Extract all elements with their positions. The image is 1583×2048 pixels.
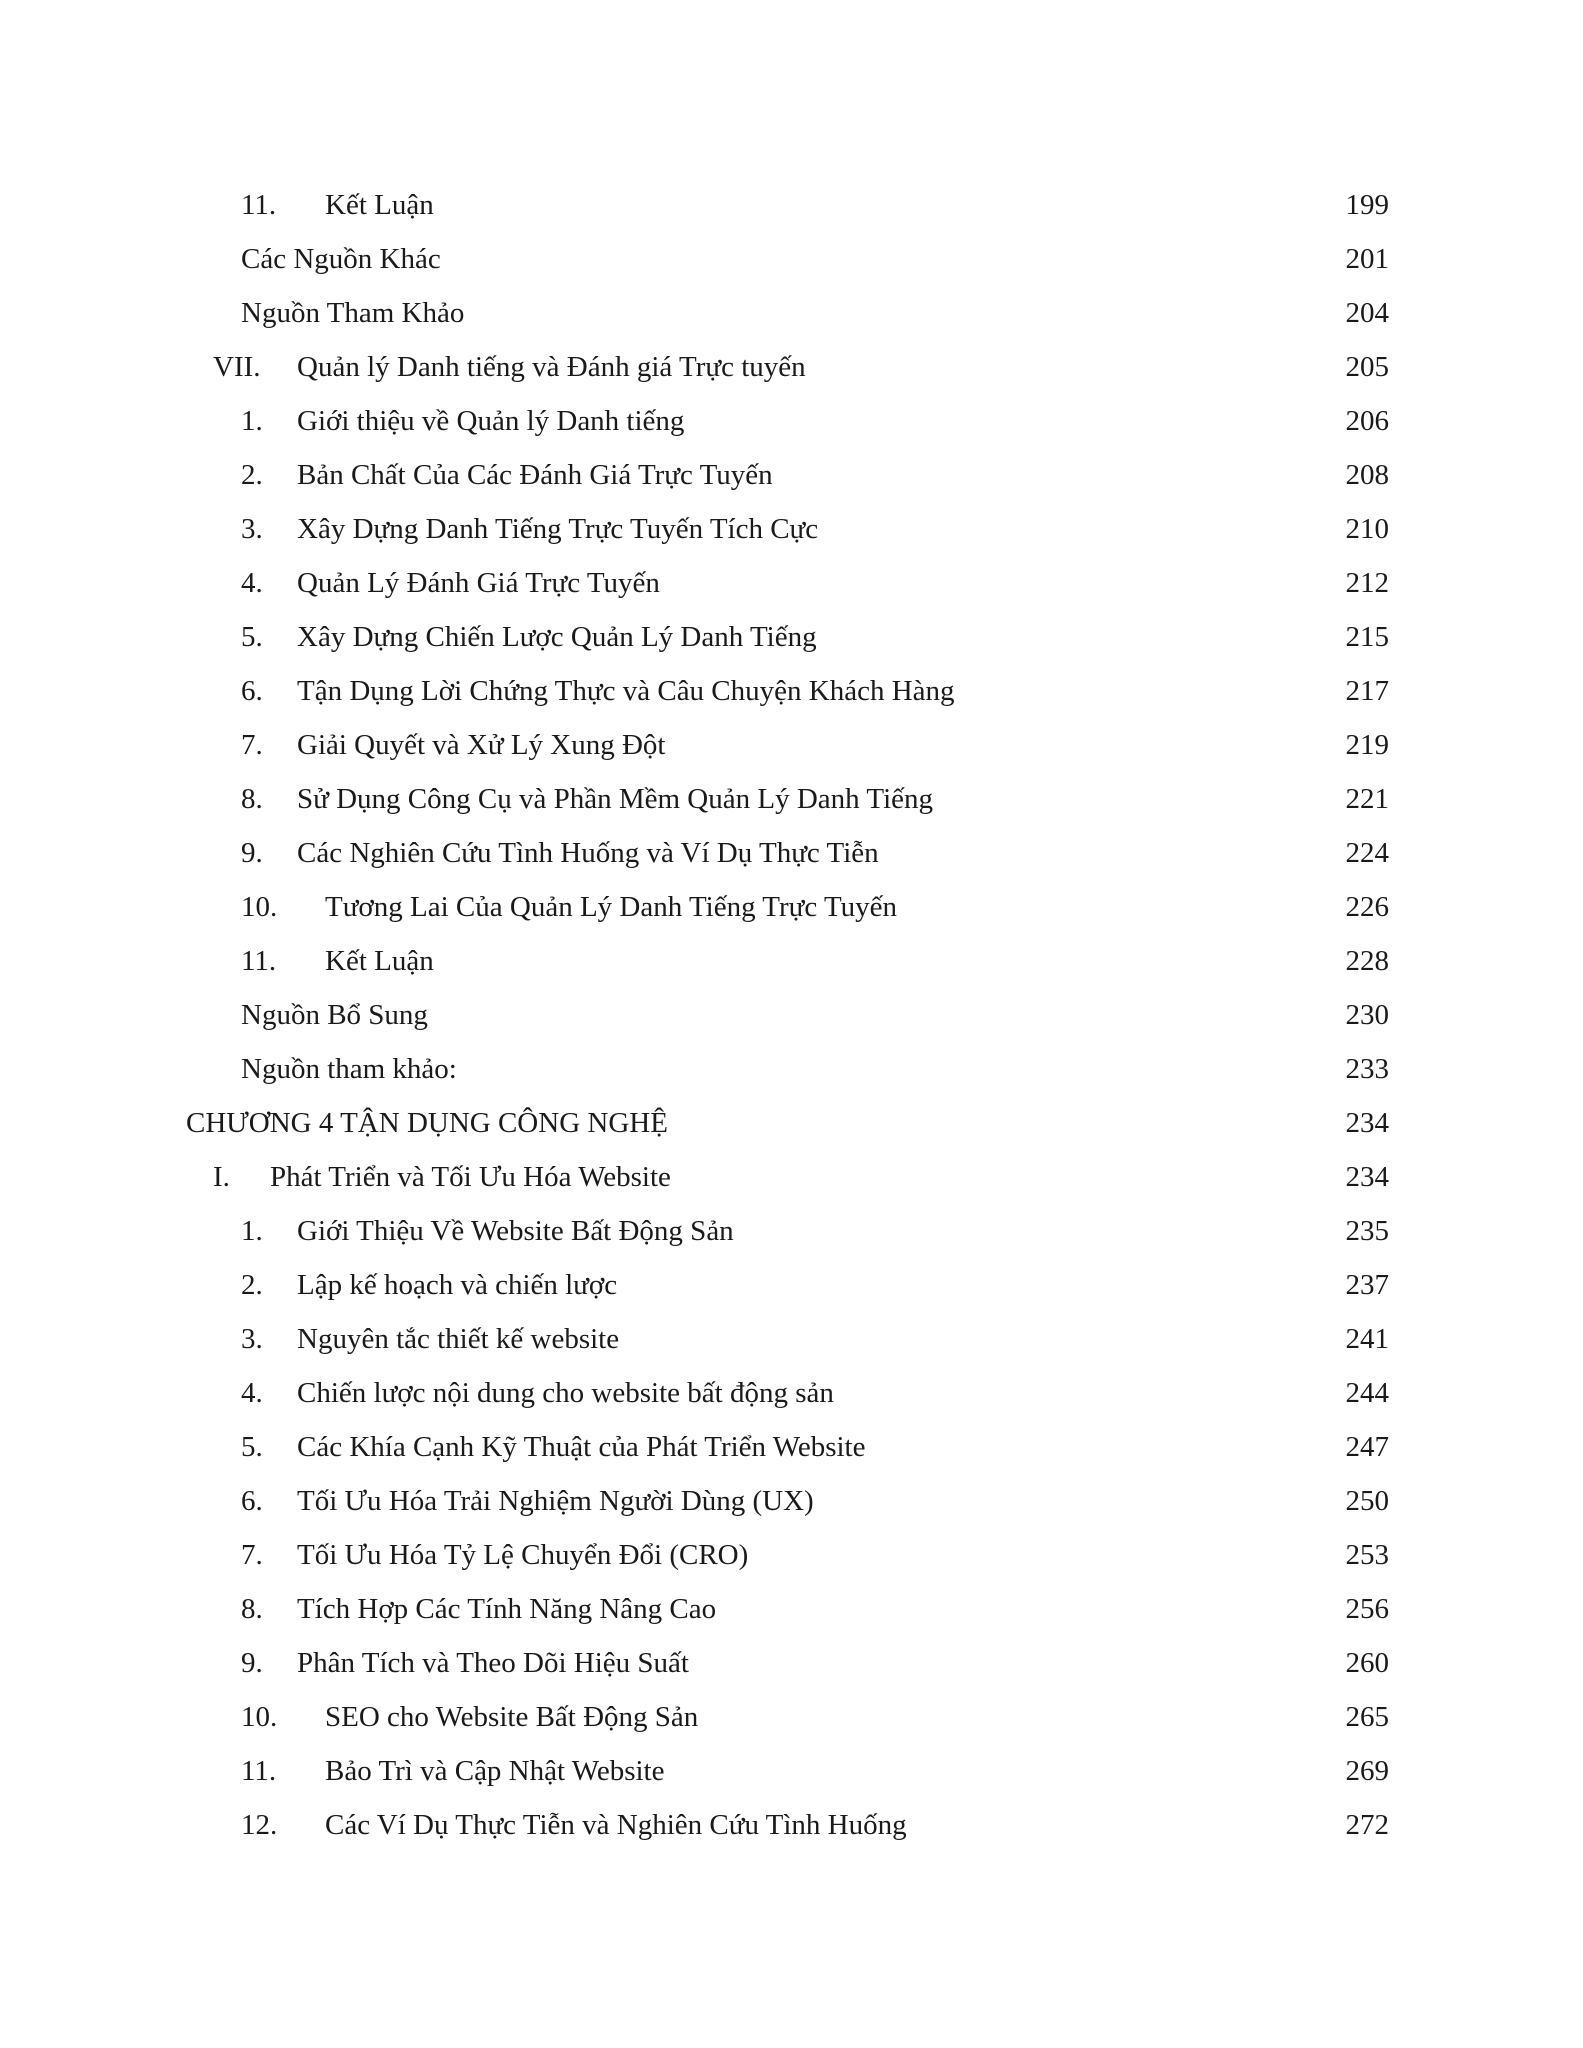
toc-entry-page: 233 (1345, 1053, 1389, 1085)
toc-entry-title: Chiến lược nội dung cho website bất động sản (297, 1377, 834, 1409)
toc-entry-number: 3. (241, 513, 263, 545)
toc-entry-page: 221 (1345, 783, 1389, 815)
toc-entry-page: 265 (1345, 1701, 1389, 1733)
toc-entry[interactable] (0, 286, 1583, 340)
toc-entry-page: 237 (1345, 1269, 1389, 1301)
toc-entry[interactable] (0, 880, 1583, 934)
toc-entry-number: 9. (241, 1647, 263, 1679)
toc-entry[interactable] (0, 1312, 1583, 1366)
toc-entry-title: Giới Thiệu Về Website Bất Động Sản (297, 1215, 734, 1247)
toc-entry-number: 12. (241, 1809, 278, 1841)
toc-entry[interactable] (0, 1528, 1583, 1582)
toc-entry-page: 205 (1345, 351, 1389, 383)
toc-entry-page: 206 (1345, 405, 1389, 437)
toc-entry-page: 272 (1345, 1809, 1389, 1841)
toc-entry[interactable] (0, 664, 1583, 718)
toc-entry-number: 8. (241, 1593, 263, 1625)
toc-entry-page: 201 (1345, 243, 1389, 275)
toc-entry-title: Quản lý Danh tiếng và Đánh giá Trực tuyến (297, 351, 806, 383)
toc-entry-page: 250 (1345, 1485, 1389, 1517)
toc-entry-title: Xây Dựng Danh Tiếng Trực Tuyến Tích Cực (297, 513, 819, 545)
toc-entry-page: 210 (1345, 513, 1389, 545)
toc-entry-page: 235 (1345, 1215, 1389, 1247)
toc-entry[interactable] (0, 1258, 1583, 1312)
toc-entry-number: 3. (241, 1323, 263, 1355)
toc-entry-page: 212 (1345, 567, 1389, 599)
toc-entry[interactable] (0, 1420, 1583, 1474)
toc-entry-page: 244 (1345, 1377, 1389, 1409)
toc-entry-page: 269 (1345, 1755, 1389, 1787)
toc-entry-page: 228 (1345, 945, 1389, 977)
toc-entry-page: 226 (1345, 891, 1389, 923)
toc-entry-title: Bảo Trì và Cập Nhật Website (325, 1755, 665, 1787)
toc-entry[interactable] (0, 448, 1583, 502)
toc-entry[interactable] (0, 826, 1583, 880)
toc-entry[interactable] (0, 340, 1583, 394)
toc-entry-title: Phát Triển và Tối Ưu Hóa Website (270, 1161, 671, 1193)
toc-entry[interactable] (0, 1366, 1583, 1420)
toc-entry[interactable] (0, 1636, 1583, 1690)
toc-entry[interactable] (0, 178, 1583, 232)
toc-entry-page: 219 (1345, 729, 1389, 761)
toc-entry-title: Giới thiệu về Quản lý Danh tiếng (297, 405, 685, 437)
toc-entry-page: 253 (1345, 1539, 1389, 1571)
toc-entry-page: 256 (1345, 1593, 1389, 1625)
toc-entry[interactable] (0, 1150, 1583, 1204)
toc-entry-number: VII. (213, 351, 261, 383)
toc-entry[interactable] (0, 1798, 1583, 1852)
toc-entry-title: Phân Tích và Theo Dõi Hiệu Suất (297, 1647, 689, 1679)
toc-entry-page: 260 (1345, 1647, 1389, 1679)
toc-entry-number: 11. (241, 189, 277, 221)
toc-entry-page: 234 (1345, 1161, 1389, 1193)
toc-entry-title: Giải Quyết và Xử Lý Xung Đột (297, 729, 666, 761)
toc-entry-number: 6. (241, 675, 263, 707)
toc-entry-title: Các Nguồn Khác (241, 243, 441, 275)
toc-entry-title: Nguyên tắc thiết kế website (297, 1323, 620, 1355)
toc-entry[interactable] (0, 1582, 1583, 1636)
toc-entry-title: Nguồn tham khảo: (241, 1053, 457, 1085)
toc-entry[interactable] (0, 394, 1583, 448)
toc-entry-title: Các Khía Cạnh Kỹ Thuật của Phát Triển Website (297, 1431, 866, 1463)
toc-entry-number: 6. (241, 1485, 263, 1517)
toc-entry[interactable] (0, 772, 1583, 826)
toc-entry-page: 215 (1345, 621, 1389, 653)
toc-entry-title: Lập kế hoạch và chiến lược (297, 1269, 618, 1301)
toc-entry-title: Nguồn Tham Khảo (241, 297, 465, 329)
toc-entry-number: 9. (241, 837, 263, 869)
toc-entry-title: Quản Lý Đánh Giá Trực Tuyến (297, 567, 660, 599)
toc-entry-title: Tận Dụng Lời Chứng Thực và Câu Chuyện Khách Hàng (297, 675, 955, 707)
toc-entry-title: Tích Hợp Các Tính Năng Nâng Cao (297, 1593, 717, 1625)
toc-entry-number: 1. (241, 405, 263, 437)
toc-entry-number: 11. (241, 945, 277, 977)
toc-entry[interactable] (0, 1042, 1583, 1096)
toc-entry-page: 217 (1345, 675, 1389, 707)
toc-entry[interactable] (0, 1204, 1583, 1258)
toc-entry[interactable] (0, 502, 1583, 556)
toc-entry-number: 10. (241, 1701, 278, 1733)
toc-entry-number: 5. (241, 621, 263, 653)
toc-entry-title: Xây Dựng Chiến Lược Quản Lý Danh Tiếng (297, 621, 817, 653)
toc-entry-page: 241 (1345, 1323, 1389, 1355)
toc-entry-number: 11. (241, 1755, 277, 1787)
toc-entry[interactable] (0, 1690, 1583, 1744)
toc-entry-number: 10. (241, 891, 278, 923)
table-of-contents (0, 178, 1583, 1852)
toc-entry-number: 8. (241, 783, 263, 815)
toc-entry-page: 224 (1345, 837, 1389, 869)
toc-entry-title: Tối Ưu Hóa Trải Nghiệm Người Dùng (UX) (297, 1485, 814, 1517)
toc-entry-number: 2. (241, 459, 263, 491)
toc-entry-title: Tương Lai Của Quản Lý Danh Tiếng Trực Tuyến (325, 891, 898, 923)
toc-entry-title: Bản Chất Của Các Đánh Giá Trực Tuyến (297, 459, 773, 491)
toc-entry[interactable] (0, 1474, 1583, 1528)
toc-entry-title: Sử Dụng Công Cụ và Phần Mềm Quản Lý Danh Tiếng (297, 783, 934, 815)
toc-entry-page: 234 (1345, 1107, 1389, 1139)
toc-entry-title: Các Nghiên Cứu Tình Huống và Ví Dụ Thực Tiễn (297, 837, 879, 869)
toc-entry[interactable] (0, 934, 1583, 988)
toc-entry-page: 208 (1345, 459, 1389, 491)
toc-entry-page: 199 (1345, 189, 1389, 221)
toc-entry-title: SEO cho Website Bất Động Sản (325, 1701, 699, 1733)
toc-entry-title: Kết Luận (325, 189, 434, 221)
toc-entry[interactable] (0, 718, 1583, 772)
toc-entry[interactable] (0, 1096, 1583, 1150)
toc-entry-number: I. (213, 1161, 230, 1193)
toc-entry-page: 230 (1345, 999, 1389, 1031)
toc-entry-number: 1. (241, 1215, 263, 1247)
toc-entry-title: Các Ví Dụ Thực Tiễn và Nghiên Cứu Tình Huống (325, 1809, 907, 1841)
toc-entry[interactable] (0, 556, 1583, 610)
toc-entry-number: 4. (241, 1377, 263, 1409)
toc-entry-number: 7. (241, 1539, 263, 1571)
toc-entry-title: Nguồn Bổ Sung (241, 999, 428, 1031)
toc-entry[interactable] (0, 1744, 1583, 1798)
toc-entry-number: 7. (241, 729, 263, 761)
toc-entry[interactable] (0, 610, 1583, 664)
toc-entry[interactable] (0, 232, 1583, 286)
toc-entry-number: 5. (241, 1431, 263, 1463)
toc-entry-title: Kết Luận (325, 945, 434, 977)
toc-entry-title: Tối Ưu Hóa Tỷ Lệ Chuyển Đổi (CRO) (297, 1539, 749, 1571)
toc-entry-title: CHƯƠNG 4 TẬN DỤNG CÔNG NGHỆ (186, 1107, 668, 1139)
toc-entry-page: 204 (1345, 297, 1389, 329)
toc-entry-number: 4. (241, 567, 263, 599)
toc-entry[interactable] (0, 988, 1583, 1042)
toc-entry-page: 247 (1345, 1431, 1389, 1463)
toc-entry-number: 2. (241, 1269, 263, 1301)
